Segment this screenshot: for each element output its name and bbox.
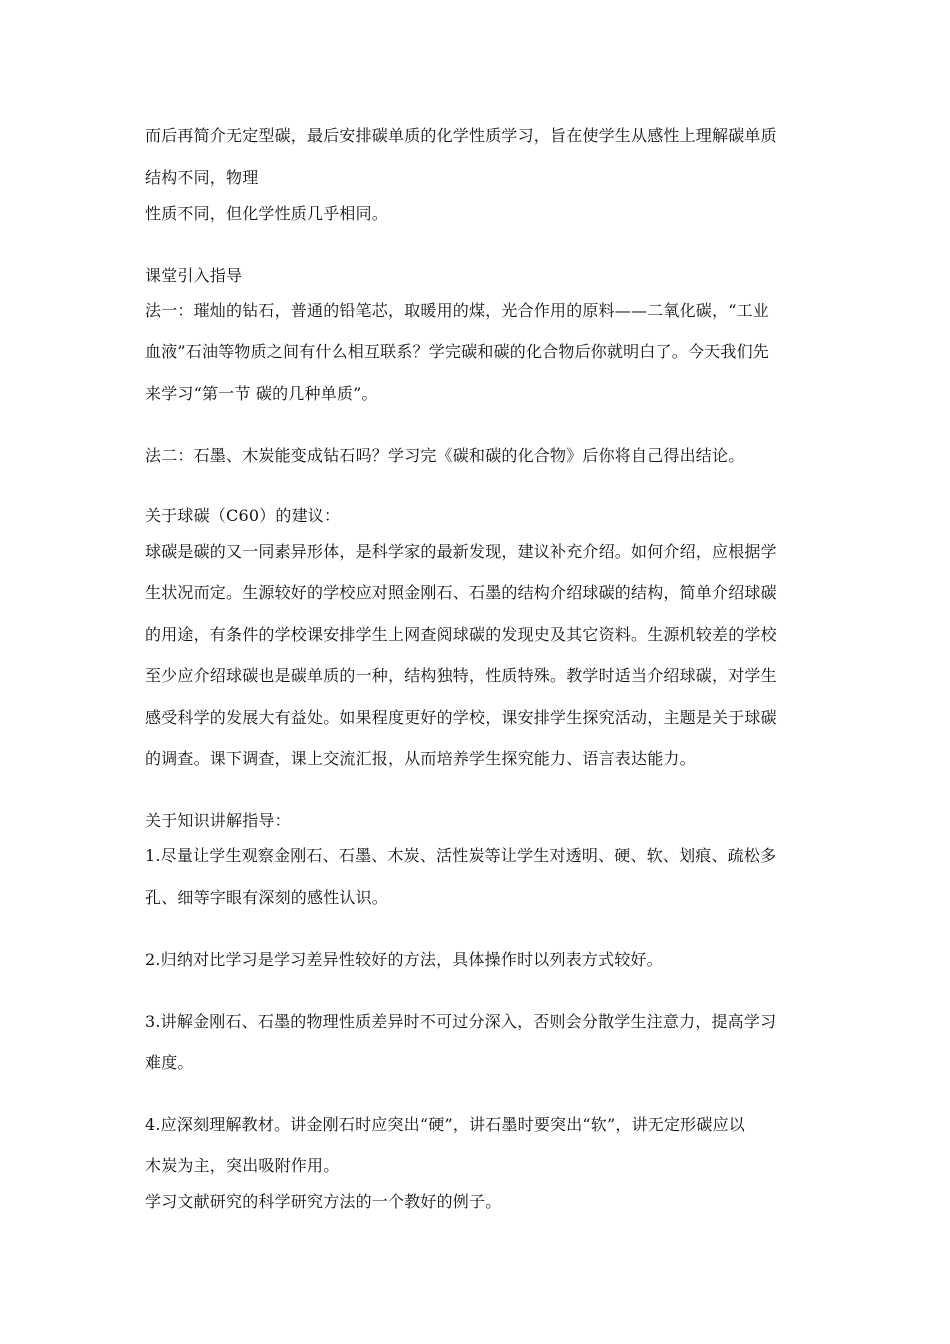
intro-line-3: 性质不同，但化学性质几乎相同。 [145,204,389,223]
item1-line-2: 孔、细等字眼有深刻的感性认识。 [145,888,389,907]
c60-line-1: 球碳是碳的又一同素异形体，是科学家的最新发现，建议补充介绍。如何介绍，应根据学 [145,542,777,561]
c60-line-2: 生状况而定。生源较好的学校应对照金刚石、石墨的结构介绍球碳的结构，简单介绍球碳 [145,583,777,602]
classroom-heading: 课堂引入指导 [145,266,243,285]
c60-heading: 关于球碳（C60）的建议： [145,506,341,525]
intro-line-2: 结构不同，物理 [145,168,259,187]
item4-line-2: 木炭为主，突出吸附作用。 [145,1156,340,1175]
method2-line: 法二：石墨、木炭能变成钻石吗？学习完《碳和碳的化合物》后你将自己得出结论。 [145,446,745,465]
method1-line-1: 法一：璀灿的钻石，普通的铅笔芯，取暖用的煤，光合作用的原料——二氧化碳，“工业 [145,301,769,320]
c60-line-5: 感受科学的发展大有益处。如果程度更好的学校，课安排学生探究活动，主题是关于球碳 [145,708,777,727]
closing-line: 学习文献研究的科学研究方法的一个教好的例子。 [145,1192,502,1211]
c60-line-3: 的用途，有条件的学校课安排学生上网查阅球碳的发现史及其它资料。生源机较差的学校 [145,625,777,644]
c60-line-6: 的调查。课下调查，课上交流汇报，从而培养学生探究能力、语言表达能力。 [145,749,696,768]
c60-line-4: 至少应介绍球碳也是碳单质的一种，结构独特，性质特殊。教学时适当介绍球碳，对学生 [145,666,777,685]
item4-line-1: 4.应深刻理解教材。讲金刚石时应突出“硬”，讲石墨时要突出“软”，讲无定形碳应以 [145,1115,745,1134]
knowledge-heading: 关于知识讲解指导： [145,811,291,830]
item1-line-1: 1.尽量让学生观察金刚石、石墨、木炭、活性炭等让学生对透明、硬、软、划痕、疏松多 [145,846,777,865]
item2-line: 2.归纳对比学习是学习差异性较好的方法，具体操作时以列表方式较好。 [145,950,663,969]
item3-line-1: 3.讲解金刚石、石墨的物理性质差异时不可过分深入，否则会分散学生注意力，提高学习 [145,1012,777,1031]
method1-line-3: 来学习“第一节 碳的几种单质”。 [145,384,378,403]
method1-line-2: 血液”石油等物质之间有什么相互联系？学完碳和碳的化合物后你就明白了。今天我们先 [145,342,769,361]
intro-line-1: 而后再简介无定型碳，最后安排碳单质的化学性质学习，旨在使学生从感性上理解碳单质 [145,126,777,145]
item3-line-2: 难度。 [145,1053,194,1072]
